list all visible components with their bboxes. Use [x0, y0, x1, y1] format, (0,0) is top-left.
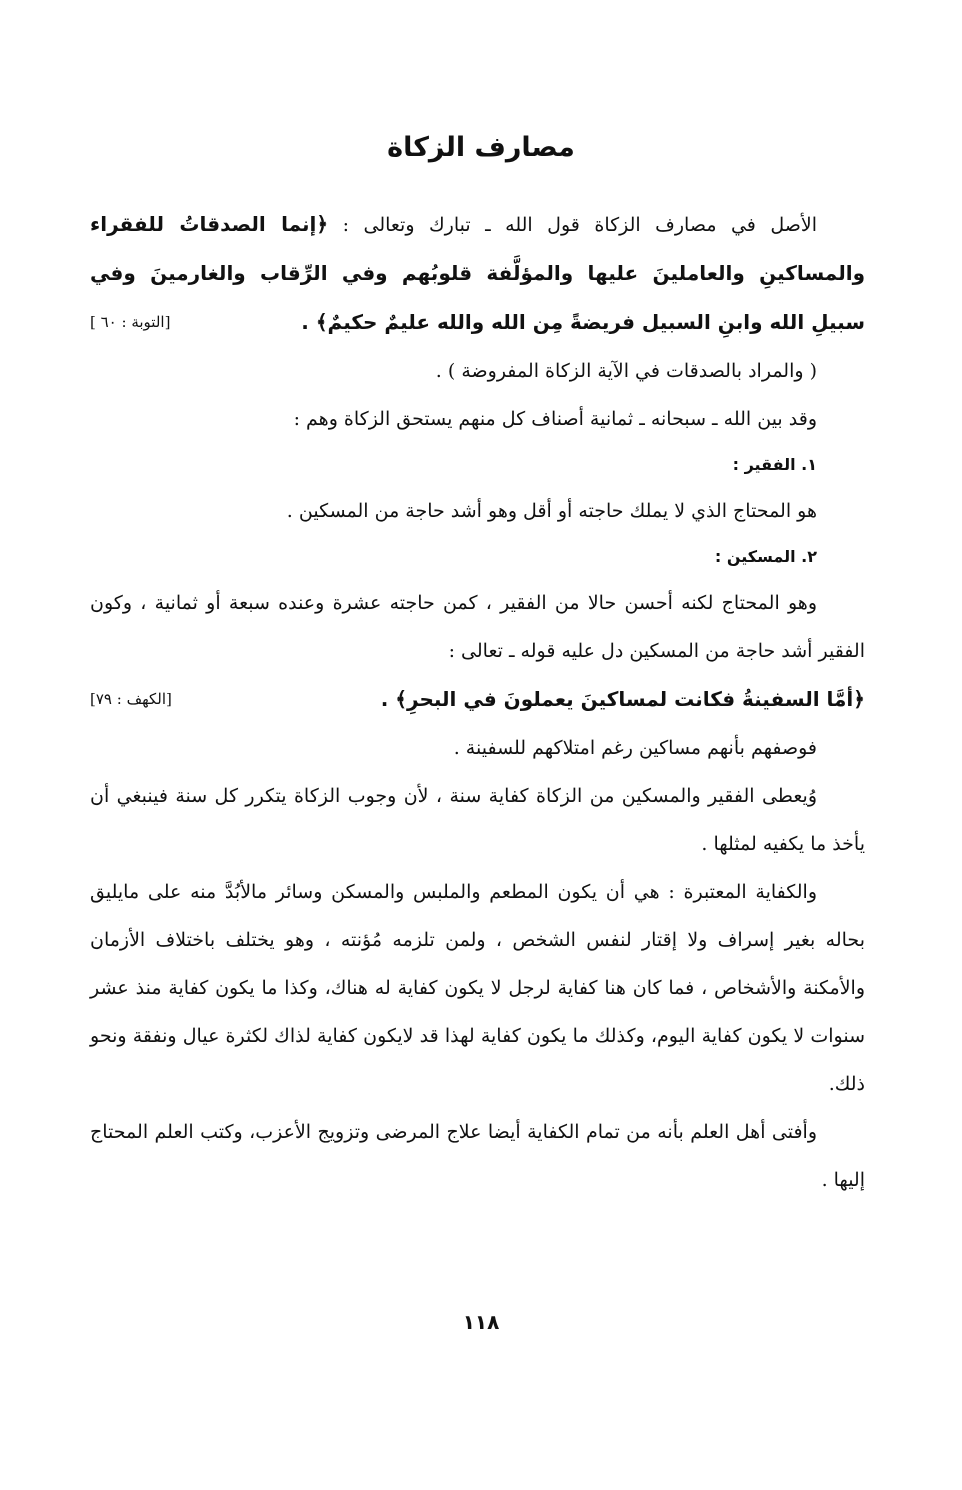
given-paragraph: وُيعطى الفقير والمسكين من الزكاة كفاية سنة ، لأن وجوب الزكاة يتكرر كل سنة فينبغي أن يأخذ ما يكفيه لمثلها . [90, 785, 865, 855]
page-number: ١١٨ [462, 1310, 500, 1334]
categories-paragraph: وقد بين الله ـ سبحانه ـ ثمانية أصناف كل منهم يستحق الزكاة وهم : [293, 408, 817, 430]
quran-verse-kahf: ﴿أمَّا السفينةُ فكانت لمساكينَ يعملونَ في البحرِ﴾ . [380, 687, 865, 711]
main-text [90, 200, 865, 1204]
verse-reference-kahf: [الكهف : ٧٩] [90, 690, 172, 708]
miskin-paragraph: وهو المحتاج لكنه أحسن حالا من الفقير ، كمن حاجته عشرة وعنده سبعة أو ثمانية ، وكون الفقير أشد حاجة من المسكين دل عليه قوله ـ تعالى : [90, 592, 865, 662]
heading-miskin: ٢. المسكين : [714, 547, 817, 566]
sufficiency-paragraph: والكفاية المعتبرة : هي أن يكون المطعم والملبس والمسكن وسائر مالأبُدَّ منه على مايليق بحاله بغير إسراف ولا إقتار لنفس الشخص ، ولمن تلزمه مُؤنته ، وهو يختلف باختلاف الأزمان والأمكنة والأشخاص ، فما كان هنا كفاية لرجل لا يكون كفاية له هناك، وكذا ما يكون كفاية منذ عشر سنوات لا يكون كفاية اليوم، وكذلك ما يكون كفاية لهذا قد لايكون كفاية لذاك لكثرة عيال ونفقة ونحو ذلك. [90, 881, 865, 1095]
described-paragraph: فوصفهم بأنهم مساكين رغم امتلاكهم للسفينة . [453, 737, 817, 759]
verse-reference-tawbah: [التوبة : ٦٠ ] [90, 313, 171, 331]
intro-paragraph [90, 200, 865, 347]
meaning-paragraph: ( والمراد بالصدقات في الآية الزكاة المفروضة ) . [435, 360, 817, 382]
quran-verse-tawbah: ﴿إنما الصدقاتُ للفقراء والمساكينِ والعاملينَ عليها والمؤلَّفة قلوبُهم وفي الرِّقاب والغارمينَ وفي سبيلِ الله وابنِ السبيل فريضةً مِن الله والله عليمٌ حكيمٌ﴾ . [90, 212, 865, 334]
heading-faqir: ١. الفقير : [732, 455, 817, 474]
page-title: مصارف الزكاة [387, 132, 575, 163]
kahf-verse-line [90, 675, 865, 724]
intro-prefix: الأصل في مصارف الزكاة قول الله ـ تبارك وتعالى : [328, 214, 817, 236]
fatwa-paragraph: وأفتى أهل العلم بأنه من تمام الكفاية أيضا علاج المرضى وتزويج الأعزب، وكتب العلم المحتاج إليها . [90, 1121, 865, 1191]
faqir-paragraph: هو المحتاج الذي لا يملك حاجته أو أقل وهو أشد حاجة من المسكين . [286, 500, 817, 522]
